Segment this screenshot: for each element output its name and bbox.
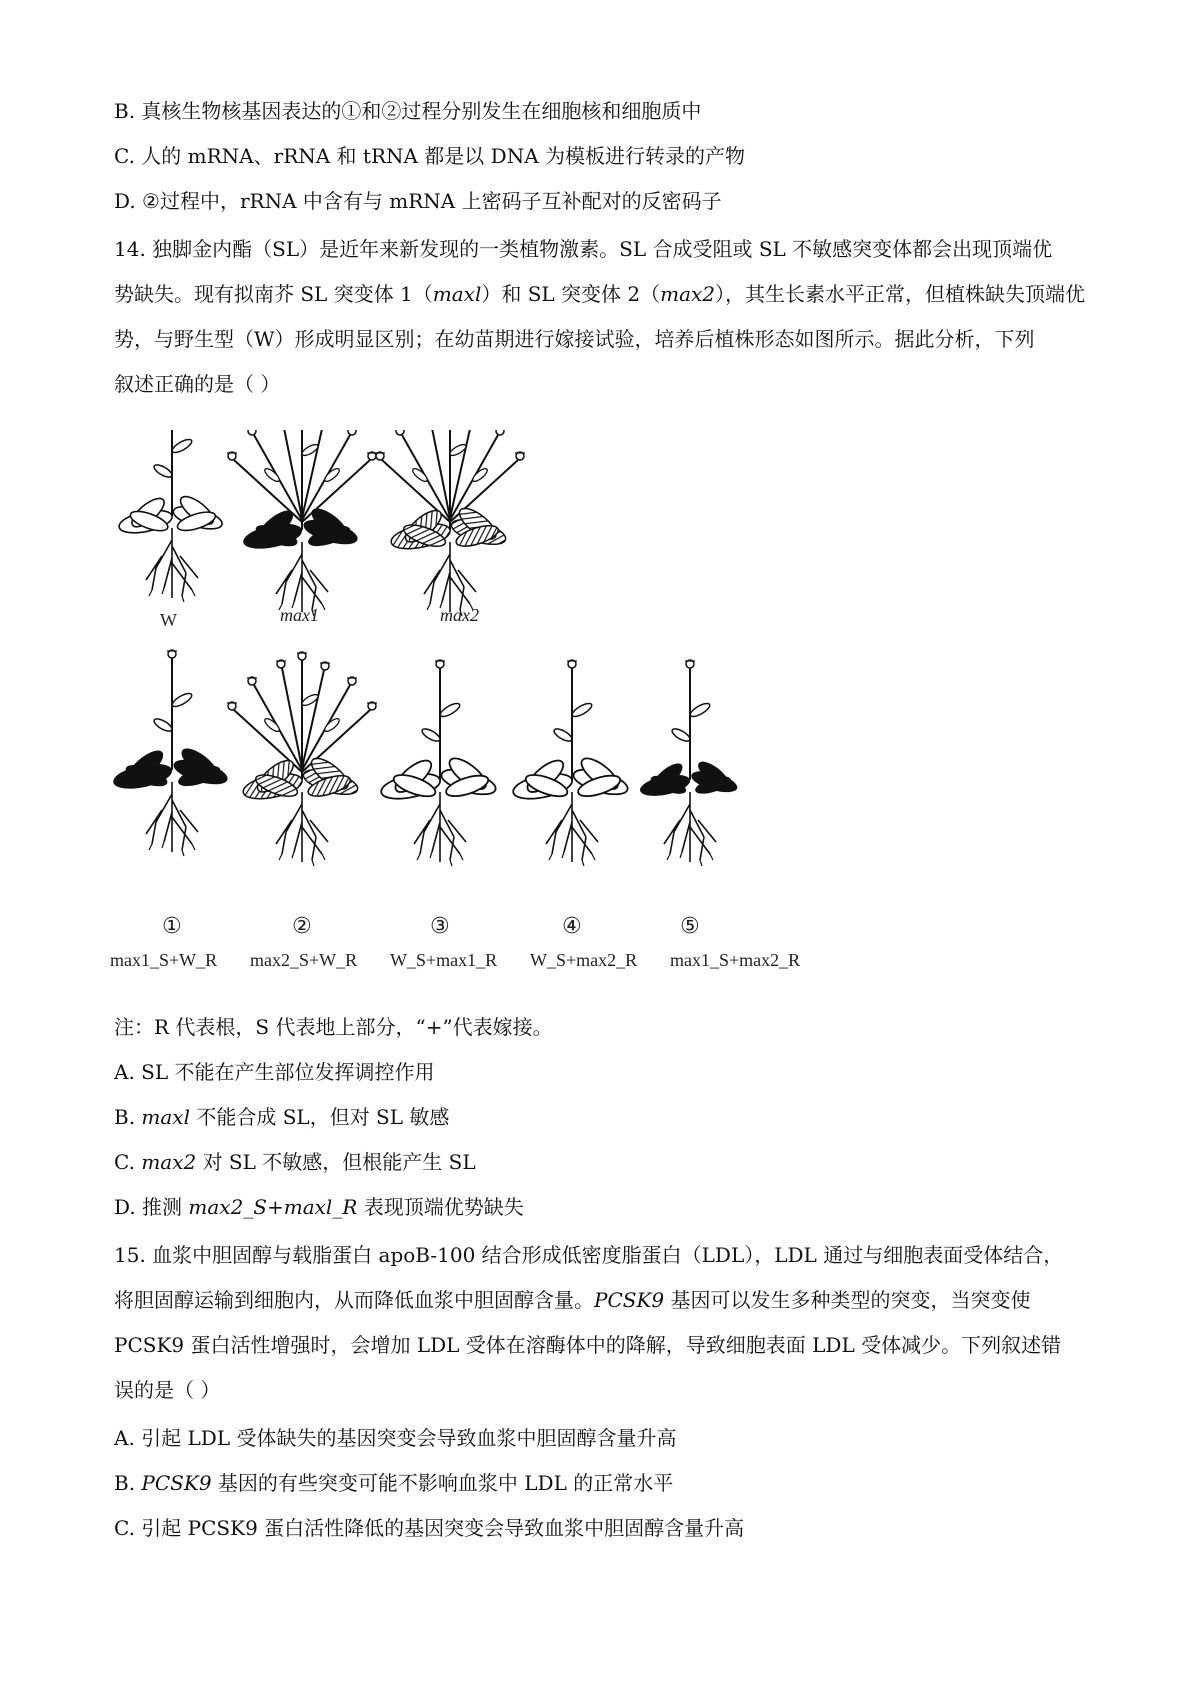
q14-stem-line-4: 叙述正确的是（ ） bbox=[114, 372, 281, 396]
q14-stem-line-3: 势，与野生型（W）形成明显区别；在幼苗期进行嫁接试验，培养后植株形态如图所示。据此分析，下列 bbox=[114, 327, 1035, 351]
label-max1: max1 bbox=[280, 605, 319, 625]
plant-max1 bbox=[227, 430, 377, 616]
q14-option-b: B. maxl 不能合成 SL，但对 SL 敏感 bbox=[114, 1105, 450, 1129]
q15-stem-line-4: 误的是（ ） bbox=[114, 1378, 221, 1402]
prev-option-d: D. ②过程中，rRNA 中含有与 mRNA 上密码子互补配对的反密码子 bbox=[114, 189, 722, 213]
q14-stem-line-2: 势缺失。现有拟南芥 SL 突变体 1（maxl）和 SL 突变体 2（max2），其生长素水平正常，但植株缺失顶端优 bbox=[114, 282, 1086, 306]
label-graft-1: max1_S+W_R bbox=[110, 950, 218, 970]
plant-w bbox=[117, 430, 224, 602]
label-graft-5: max1_S+max2_R bbox=[670, 950, 801, 970]
label-graft-3: W_S+max1_R bbox=[390, 950, 498, 970]
graft-number-2: ② bbox=[292, 914, 312, 939]
graft-number-4: ④ bbox=[562, 914, 582, 939]
plant-graft-1 bbox=[111, 650, 230, 856]
plant-graft-4 bbox=[511, 660, 630, 866]
q15-option-b: B. PCSK9 基因的有些突变可能不影响血浆中 LDL 的正常水平 bbox=[114, 1471, 674, 1495]
q14-option-d: D. 推测 max2_S+maxl_R 表现顶端优势缺失 bbox=[114, 1195, 524, 1219]
plant-figure bbox=[110, 430, 910, 1010]
graft-number-1: ① bbox=[162, 914, 182, 939]
q15-stem-line-2: 将胆固醇运输到细胞内，从而降低血浆中胆固醇含量。PCSK9 基因可以发生多种类型的突变，当突变使 bbox=[114, 1288, 1031, 1312]
plant-graft-2 bbox=[227, 652, 377, 866]
q15-stem-line-1: 15. 血浆中胆固醇与载脂蛋白 apoB-100 结合形成低密度脂蛋白（LDL），LDL 通过与细胞表面受体结合， bbox=[114, 1243, 1064, 1267]
prev-option-b: B. 真核生物核基因表达的①和②过程分别发生在细胞核和细胞质中 bbox=[114, 99, 702, 123]
q14-option-a: A. SL 不能在产生部位发挥调控作用 bbox=[114, 1060, 435, 1084]
q15-option-c: C. 引起 PCSK9 蛋白活性降低的基因突变会导致血浆中胆固醇含量升高 bbox=[114, 1516, 745, 1540]
q15-stem-line-3: PCSK9 蛋白活性增强时，会增加 LDL 受体在溶酶体中的降解，导致细胞表面 LDL 受体减少。下列叙述错 bbox=[114, 1333, 1062, 1357]
label-w: W bbox=[160, 610, 177, 630]
q14-option-c: C. max2 对 SL 不敏感，但根能产生 SL bbox=[114, 1150, 476, 1174]
q15-option-a: A. 引起 LDL 受体缺失的基因突变会导致血浆中胆固醇含量升高 bbox=[114, 1426, 677, 1450]
graft-number-3: ③ bbox=[430, 914, 450, 939]
plant-max2 bbox=[375, 430, 525, 616]
q14-note: 注：R 代表根，S 代表地上部分，“+”代表嫁接。 bbox=[114, 1015, 553, 1039]
q14-stem-line-1: 14. 独脚金内酯（SL）是近年来新发现的一类植物激素。SL 合成受阻或 SL 不敏感突变体都会出现顶端优 bbox=[114, 237, 1053, 261]
prev-option-c: C. 人的 mRNA、rRNA 和 tRNA 都是以 DNA 为模板进行转录的产物 bbox=[114, 144, 745, 168]
plant-drawings bbox=[110, 430, 910, 1010]
label-graft-2: max2_S+W_R bbox=[250, 950, 358, 970]
label-graft-4: W_S+max2_R bbox=[530, 950, 638, 970]
plant-graft-3 bbox=[379, 660, 498, 866]
label-max2: max2 bbox=[440, 605, 479, 625]
graft-number-5: ⑤ bbox=[680, 914, 700, 939]
plant-graft-5 bbox=[638, 660, 739, 866]
